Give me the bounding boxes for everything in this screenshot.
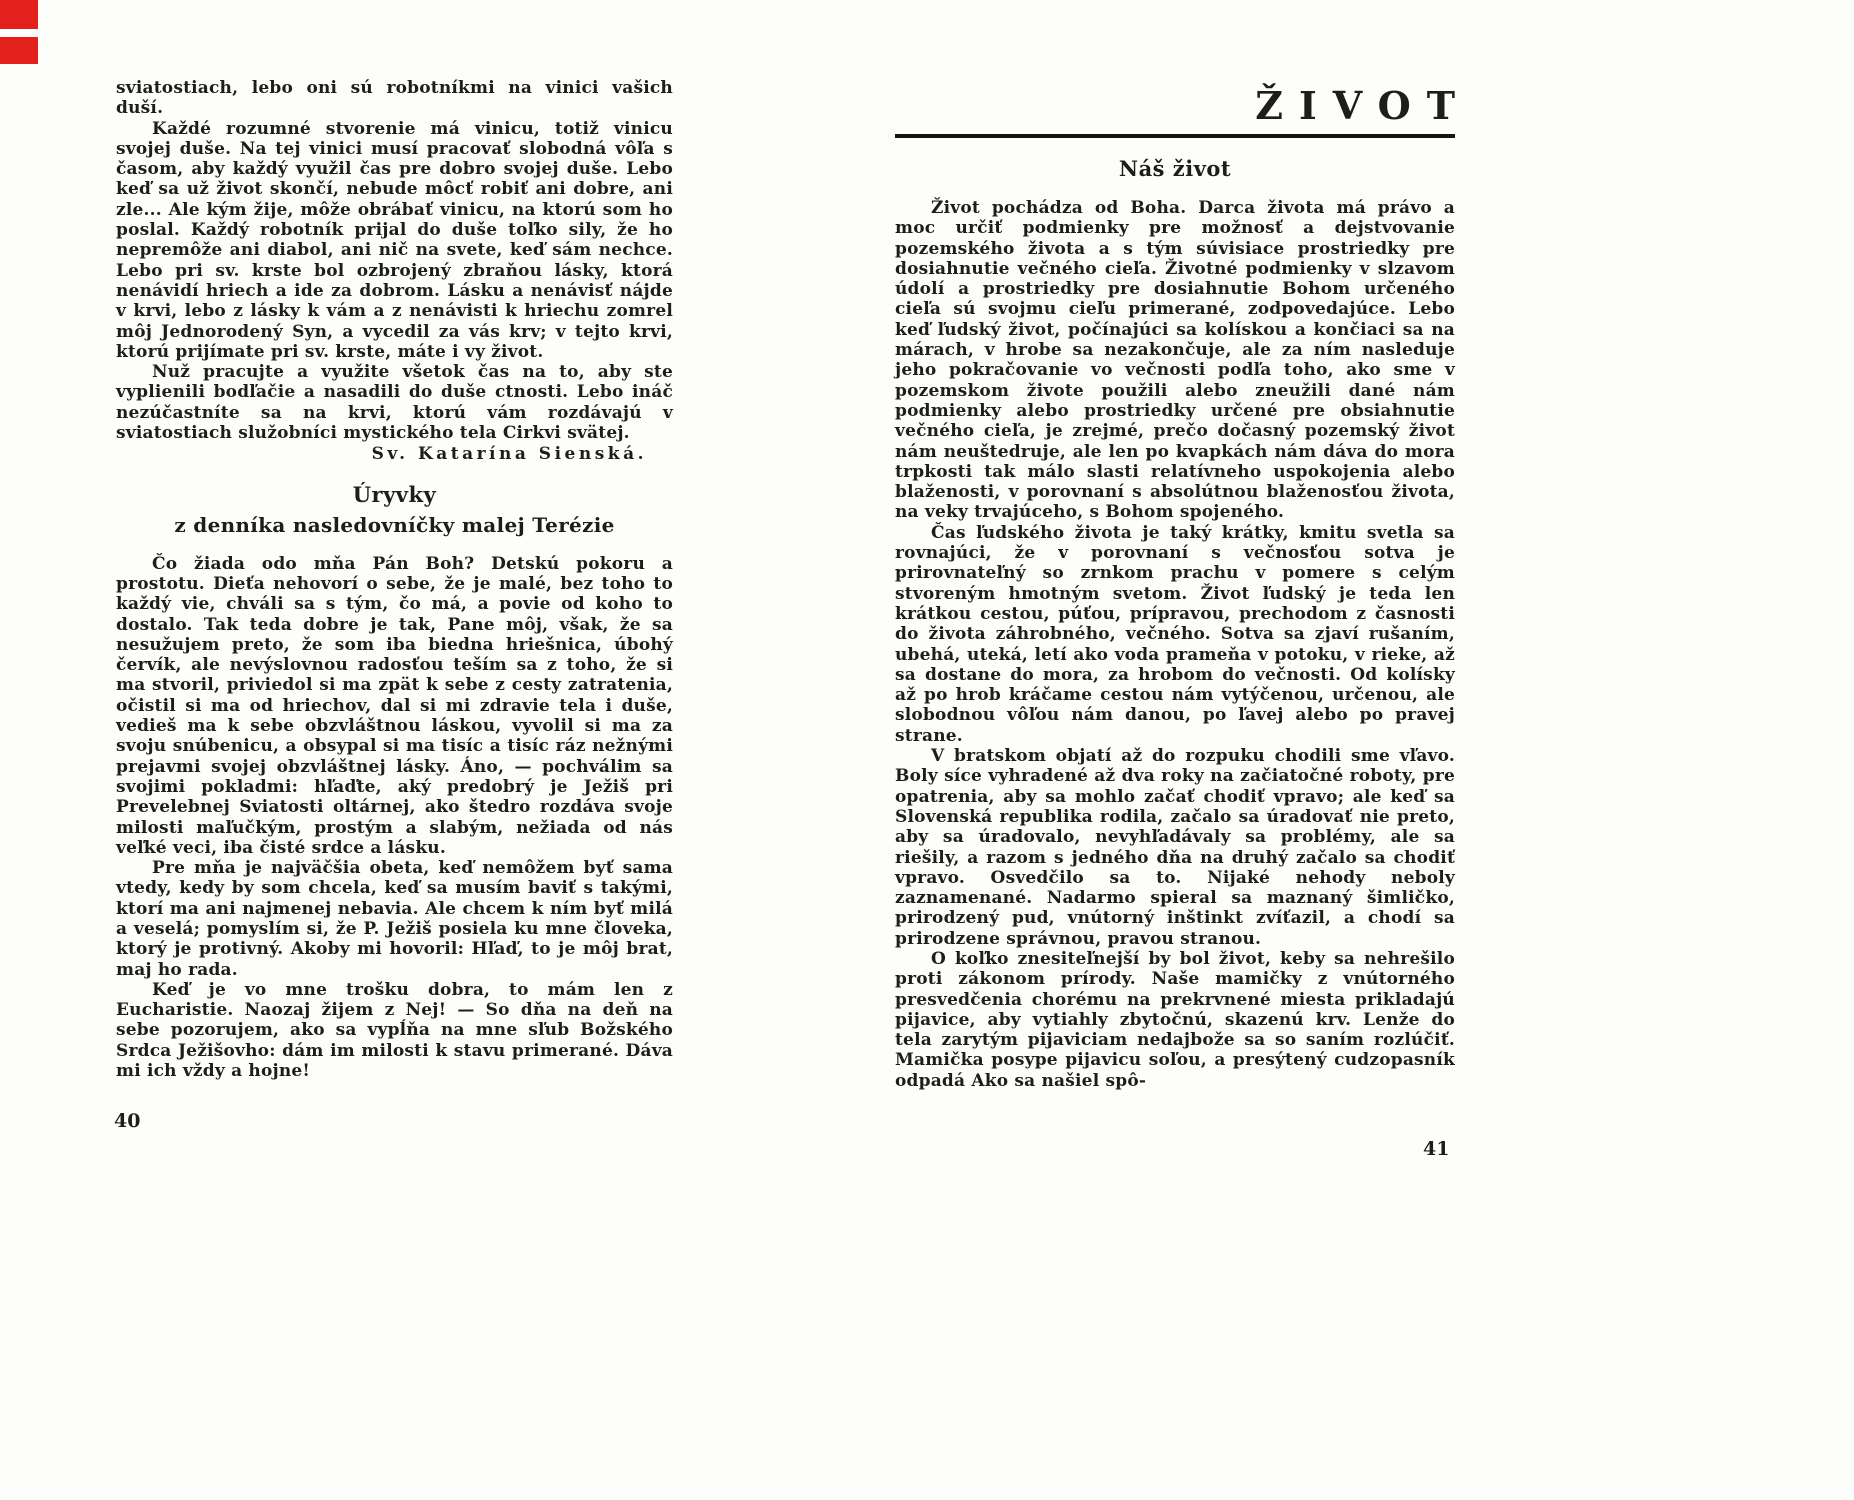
paragraph: Pre mňa je najväčšia obeta, keď nemôžem byť sama vtedy, kedy by som chcela, keď sa musím baviť s takými, ktorí ma ani najmenej nebavia. Ale chcem k ním byť milá a veselá; pomyslím si, že P. Ježiš posiela ku mne človeka, ktorý je protivný. Akoby mi hovoril: Hľaď, to je môj brat, maj ho rada.	[116, 858, 673, 980]
author-signature: Sv. Katarína Sienská.	[371, 444, 647, 465]
page-number-right: 41	[1423, 1138, 1450, 1160]
left-page	[116, 78, 673, 1081]
red-edge-mark-top	[0, 0, 38, 29]
page-number-left: 40	[114, 1110, 141, 1132]
paragraph: O koľko znesiteľnejší by bol život, keby sa nehrešilo proti zákonom prírody. Naše mamičky z vnútorného presvedčenia chorému na prekrvnené miesta prikladajú pijavice, aby vytiahly zbytočnú, skazenú krv. Lenže do tela zarytým pijaviciam nedajbože sa so saním rozlúčiť. Mamička posype pijavicu soľou, a presýtený cudzopasník odpadá Ako sa našiel spô-	[895, 948, 1455, 1091]
red-edge-mark-bottom	[0, 37, 38, 64]
article-title: Náš život	[1118, 156, 1232, 181]
paragraph: Keď je vo mne trošku dobra, to mám len z Eucharistie. Naozaj žijem z Nej! — So dňa na deň na sebe pozorujem, ako sa vypĺňa na mne sľub Božského Srdca Ježišovho: dám im milosti k stavu primerané. Dáva mi ich vždy a hojne!	[116, 979, 673, 1082]
masthead-rule	[895, 134, 1455, 138]
section-title: Úryvky	[352, 481, 437, 507]
paragraph: Nuž pracujte a využite všetok čas na to, aby ste vyplienili bodľačie a nasadili do duše ctnosti. Lebo ináč nezúčastníte sa na krvi, ktorú vám rozdávajú v sviatostiach služobníci mystického tela Cirkvi svätej.	[116, 362, 673, 444]
paragraph: sviatostiach, lebo oni sú robotníkmi na vinici vašich duší.	[116, 78, 673, 119]
paragraph: Čas ľudského života je taký krátky, kmitu svetla sa rovnajúci, že v porovnaní s večnosťou sotva je prirovnateľný so zrnkom prachu v pomere s celým stvoreným hmotným svetom. Život ľudský je teda len krátkou cestou, púťou, prípravou, prechodom z časnosti do života záhrobného, večného. Sotva sa zjaví rušaním, ubehá, uteká, letí ako voda prameňa v potoku, v rieke, až sa dostane do mora, za hrobom do večnosti. Od kolísky až po hrob kráčame cestou nám vytýčenou, určenou, ale slobodnou vôľou nám danou, po ľavej alebo po pravej strane.	[895, 522, 1455, 746]
paragraph: Každé rozumné stvorenie má vinicu, totiž vinicu svojej duše. Na tej vinici musí pracovať slobodná vôľa s časom, aby každý využil čas pre dobro svojej duše. Lebo keď sa už život skončí, nebude môcť robiť ani dobre, ani zle... Ale kým žije, môže obrábať vinicu, na ktorú som ho poslal. Každý robotník prijal do duše toľko sily, že ho nepremôže ani diabol, ani nič na svete, keď sám nechce. Lebo pri sv. krste bol ozbrojený zbraňou lásky, ktorá nenávidí hriech a ide za dobrom. Lásku a nenávisť nájde v krvi, lebo z lásky k vám a z nenávisti k hriechu zomrel môj Jednorodený Syn, a vycedil za vás krv; v tejto krvi, ktorú prijímate pri sv. krste, máte i vy život.	[116, 118, 673, 362]
paragraph: Čo žiada odo mňa Pán Boh? Detskú pokoru a prostotu. Dieťa nehovorí o sebe, že je malé, bez toho to každý vie, chváli sa s tým, čo má, a povie od koho to dostalo. Tak teda dobre je tak, Pane môj, však, že sa nesužujem preto, že som iba biedna hriešnica, úbohý červík, ale nevýslovnou radosťou teším sa z toho, že si ma stvoril, priviedol si ma zpät k sebe z cesty zatratenia, očistil si ma od hriechov, dal si mi zdravie tela i duše, vedieš ma k sebe obzvláštnou láskou, vyvolil si ma za svoju snúbenicu, a obsypal si ma tisíc a tisíc ráz nežnými prejavmi svojej obzvláštnej lásky. Áno, — pochválim sa svojimi pokladmi: hľaďte, aký predobrý je Ježiš pri Prevelebnej Sviatosti oltárnej, ako štedro rozdáva svoje milosti maľučkým, prostým a slabým, nežiada od nás veľké veci, iba čisté srdce a lásku.	[116, 553, 673, 858]
section-subtitle: z denníka nasledovníčky malej Terézie	[174, 512, 615, 537]
magazine-title	[895, 83, 1471, 128]
paragraph: V bratskom objatí až do rozpuku chodili sme vľavo. Boly síce vyhradené až dva roky na začiatočné roboty, pre opatrenia, aby sa mohlo začať chodiť vpravo; ale keď sa Slovenská republika rodila, začalo sa úradovať nie preto, aby sa úradovalo, nevyhľadávaly sa problémy, ale sa riešily, a razom s jedného dňa na druhý začalo sa chodiť vpravo. Osvedčilo sa to. Nijaké nehody neboly zaznamenané. Nadarmo spieral sa maznaný šimličko, prirodzený pud, vnútorný inštinkt zvíťazil, a chodí sa prirodzene správnou, pravou stranou.	[895, 746, 1455, 949]
paragraph: Život pochádza od Boha. Darca života má právo a moc určiť podmienky pre možnosť a dejstvovanie pozemského života a s tým súvisiace prostriedky pre dosiahnutie večného cieľa. Životné podmienky v slzavom údolí a prostriedky pre dosiahnutie Bohom určeného cieľa sú svojmu cieľu primerané, zodpovedajúce. Lebo keď ľudský život, počínajúci sa kolískou a končiaci sa na márach, v hrobe sa nezakončuje, ale za ním nasleduje jeho pokračovanie vo večnosti podľa toho, ako sme v pozemskom živote použili alebo zneužili dané nám podmienky alebo prostriedky určené pre obsiahnutie večného cieľa, je zrejmé, prečo dočasný pozemský život nám neuštedruje, ale len po kvapkách nám dáva do mora trpkosti tak málo slasti relatívneho uspokojenia alebo blaženosti, v porovnaní s absolútnou blaženosťou života, na veky trvajúceho, s Bohom spojeného.	[895, 198, 1455, 523]
magazine-title-text: ŽIVOT	[1255, 83, 1471, 128]
right-page	[895, 83, 1471, 1091]
